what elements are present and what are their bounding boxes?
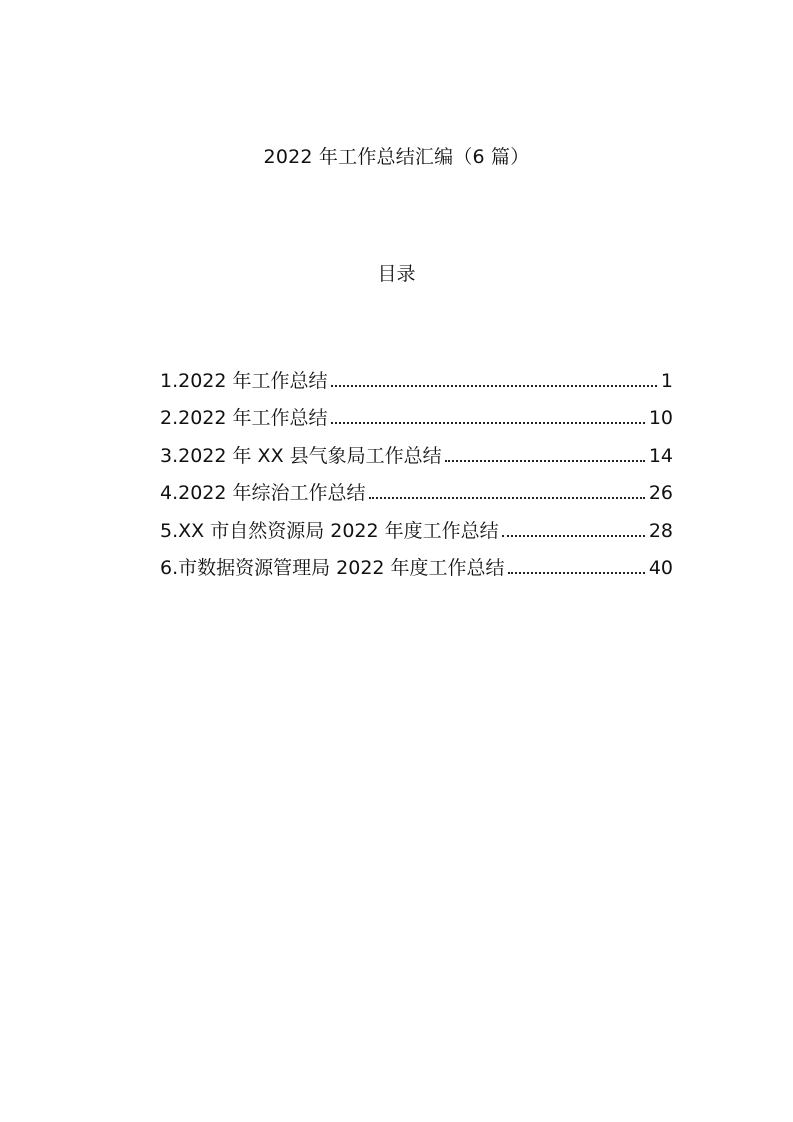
toc-entry-title: 5.XX 市自然资源局 2022 年度工作总结 <box>160 519 499 542</box>
toc-entry[interactable] <box>160 441 673 478</box>
toc-entry-title: 6.市数据资源管理局 2022 年度工作总结 <box>160 556 505 579</box>
toc-entry-page-number: 1 <box>660 370 673 392</box>
toc-heading: 目录 <box>377 263 416 285</box>
toc-entry[interactable] <box>160 516 673 553</box>
toc-entry-page-number: 28 <box>648 519 673 542</box>
toc-dot-leader <box>331 418 645 424</box>
toc-entry[interactable] <box>160 366 673 403</box>
toc-entry-page-number: 40 <box>648 556 673 579</box>
toc-entry-title: 3.2022 年 XX 县气象局工作总结 <box>160 444 442 467</box>
toc-entry[interactable] <box>160 478 673 515</box>
toc-entry-title: 2.2022 年工作总结 <box>160 407 328 430</box>
toc-entry-page-number: 10 <box>648 407 673 430</box>
table-of-contents <box>160 366 673 590</box>
toc-entry[interactable] <box>160 403 673 440</box>
toc-dot-leader <box>502 531 645 537</box>
toc-entry[interactable] <box>160 553 673 590</box>
toc-entry-title: 1.2022 年工作总结 <box>160 370 328 392</box>
toc-entry-page-number: 14 <box>648 444 673 467</box>
toc-entry-title: 4.2022 年综治工作总结 <box>160 482 366 505</box>
toc-dot-leader <box>331 381 657 387</box>
document-title: 2022 年工作总结汇编（6 篇） <box>263 146 530 168</box>
toc-dot-leader <box>508 568 645 574</box>
toc-entry-page-number: 26 <box>648 482 673 505</box>
toc-dot-leader <box>369 493 645 499</box>
toc-dot-leader <box>445 456 645 462</box>
